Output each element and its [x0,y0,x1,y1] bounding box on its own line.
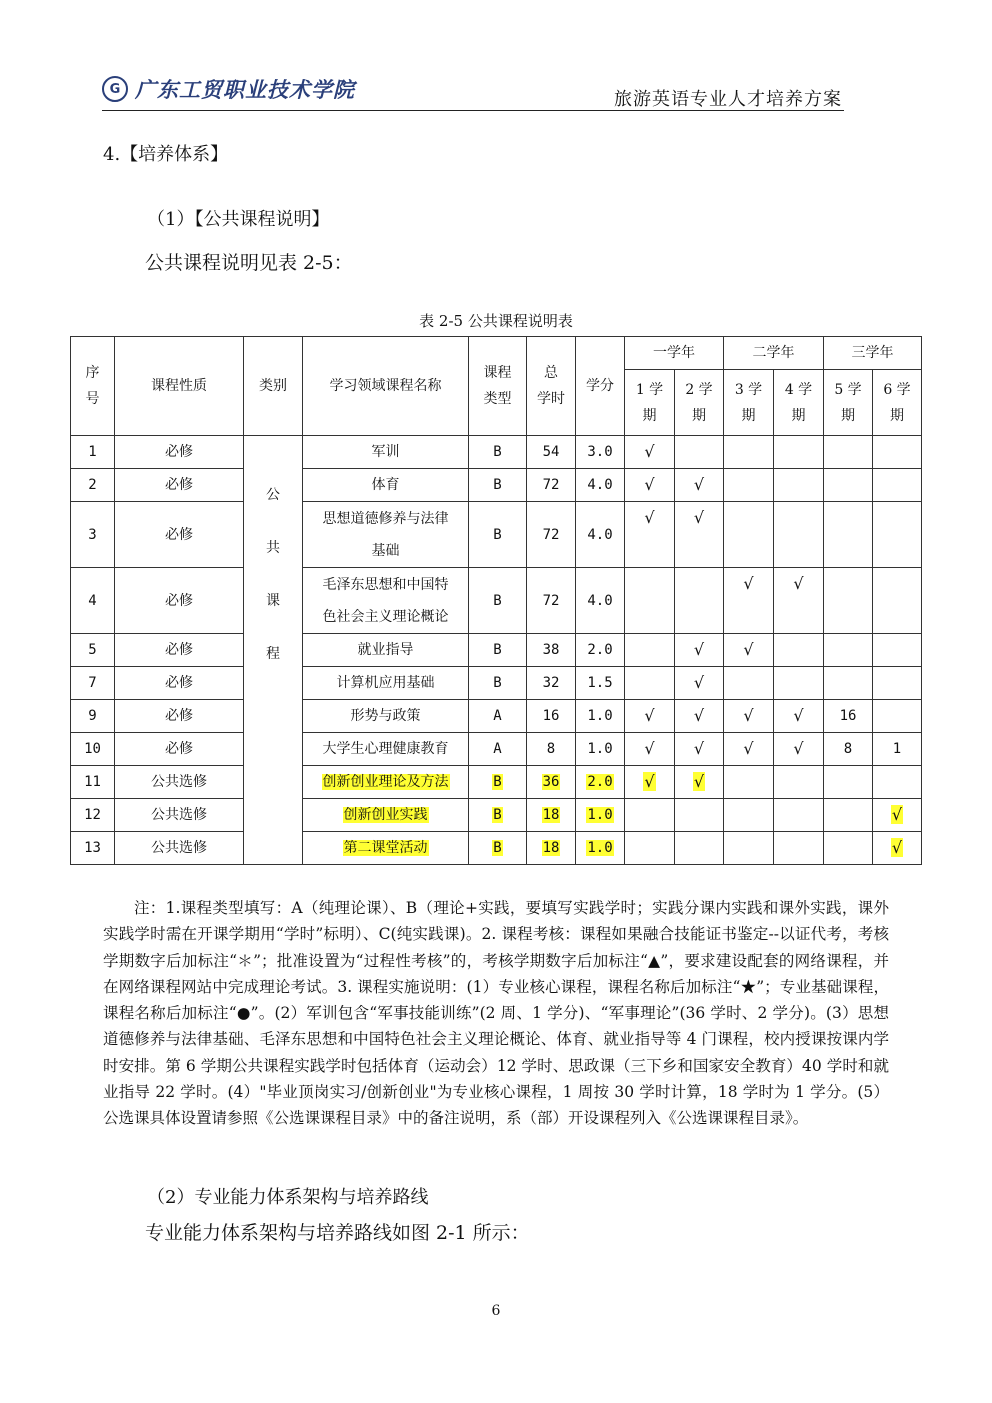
cell-credit-text: 1.0 [587,708,613,724]
cell-hours [527,436,576,469]
cell-nature-text: 必修 [165,592,193,609]
cell-term [675,436,724,469]
cell-nature [115,436,244,469]
table-body [71,436,922,865]
cell-term [675,469,724,502]
cell-hours [527,799,576,832]
cell-term-text: 1 [892,741,902,757]
cell-nature [115,667,244,700]
cell-course-name [303,832,469,865]
cell-credit [576,502,625,568]
cell-type-text: B [493,444,502,460]
header-course-name: 学习领域课程名称 [303,337,469,436]
cell-term-text: √ [644,772,655,791]
cell-term-text: √ [644,442,655,461]
document-title: 旅游英语专业人才培养方案 [614,89,842,110]
cell-term [724,832,774,865]
cell-term [774,634,824,667]
cell-term [724,766,774,799]
cell-type [469,733,527,766]
cell-seq [71,733,115,766]
cell-term-text: √ [644,706,655,725]
cell-credit [576,832,625,865]
cell-term-text: √ [743,574,754,593]
cell-term [625,667,675,700]
cell-nature-text: 公共选修 [151,840,207,856]
header-total-hours: 总 学时 [527,337,576,436]
cell-term [625,502,675,568]
cell-term [724,568,774,634]
cell-term [774,733,824,766]
cell-term-text: √ [644,739,655,758]
cell-term-text: √ [644,508,655,527]
cell-term-text: √ [693,475,705,494]
cell-term [625,568,675,634]
cell-credit-text: 2.0 [587,774,613,790]
cell-type-text: B [493,675,502,691]
cell-course-name [303,436,469,469]
cell-nature-text: 必修 [165,741,193,757]
cell-nature [115,700,244,733]
category-char: 公 [266,487,280,503]
course-name-text: 军训 [371,444,400,460]
cell-hours-text: 18 [542,840,560,856]
cell-term [724,667,774,700]
cell-term-text: √ [743,739,754,758]
cell-seq [71,469,115,502]
cell-term [824,634,873,667]
cell-term [675,667,724,700]
cell-term [774,568,824,634]
cell-hours-text: 8 [546,741,556,757]
cell-seq [71,832,115,865]
course-name-text: 体育 [371,477,400,493]
table-row [71,667,922,700]
table-row [71,436,922,469]
cell-credit [576,469,625,502]
cell-nature-text: 公共选修 [151,774,207,790]
cell-credit-text: 2.0 [587,642,613,658]
cell-nature [115,766,244,799]
cell-term [873,733,922,766]
cell-term [724,469,774,502]
cell-term [873,469,922,502]
cell-term-text: √ [891,805,903,824]
cell-credit-text: 4.0 [587,592,613,609]
table-row [71,766,922,799]
cell-type [469,766,527,799]
cell-term [625,469,675,502]
college-logo [102,72,355,106]
cell-type [469,502,527,568]
course-name-text: 基础 [371,542,400,559]
cell-term [824,568,873,634]
cell-seq [71,634,115,667]
cell-type [469,667,527,700]
cell-nature [115,568,244,634]
cell-seq-text: 1 [88,444,97,460]
college-emblem-icon: G [102,76,128,102]
cell-hours [527,667,576,700]
cell-hours [527,700,576,733]
course-name-text: 创新创业理论及方法 [322,774,449,790]
cell-nature-text: 必修 [165,477,193,493]
header-term: 2 学 期 [675,370,724,436]
header-course-type: 课程 类型 [469,337,527,436]
cell-hours-text: 16 [542,708,560,724]
table-row [71,700,922,733]
cell-course-name [303,733,469,766]
cell-term [774,436,824,469]
cell-type-text: A [493,741,502,757]
cell-term [824,469,873,502]
cell-term-text: √ [693,508,705,527]
table-row [71,733,922,766]
cell-seq-text: 5 [88,642,97,658]
cell-term [675,502,724,568]
cell-seq-text: 9 [88,708,97,724]
cell-credit [576,700,625,733]
cell-credit-text: 4.0 [587,526,613,543]
cell-type [469,469,527,502]
cell-term [625,634,675,667]
cell-term [675,634,724,667]
cell-term [724,502,774,568]
cell-term-text: √ [644,475,655,494]
cell-type-text: A [493,708,502,724]
page-number: 6 [491,1303,501,1319]
section-heading: 4.【培养体系】 [103,144,229,165]
course-name-text: 就业指导 [357,642,414,658]
cell-term [625,700,675,733]
cell-term [774,766,824,799]
cell-type-text: B [493,642,502,658]
cell-seq [71,568,115,634]
cell-term [774,700,824,733]
cell-hours-text: 72 [542,592,560,609]
cell-term-text: √ [743,640,754,659]
cell-term [873,766,922,799]
cell-term [675,700,724,733]
cell-term [873,667,922,700]
cell-term [824,436,873,469]
header-year-2: 二学年 [724,337,824,370]
cell-hours [527,568,576,634]
cell-term [724,799,774,832]
cell-term [824,667,873,700]
cell-term [675,799,724,832]
cell-term [724,436,774,469]
course-name-text: 创新创业实践 [343,807,428,823]
table-row [71,634,922,667]
cell-term-text: √ [793,739,804,758]
category-char: 课 [266,593,280,609]
table-caption: 表 2-5 公共课程说明表 [419,312,573,330]
cell-seq [71,502,115,568]
professional-heading: （2）专业能力体系架构与培养路线 [147,1187,429,1208]
public-course-heading: （1）【公共课程说明】 [147,209,330,230]
cell-hours-text: 32 [542,675,560,691]
cell-type [469,436,527,469]
cell-credit [576,733,625,766]
cell-hours [527,634,576,667]
cell-hours [527,502,576,568]
cell-seq-text: 4 [88,592,97,609]
cell-seq [71,436,115,469]
header-term: 6 学 期 [873,370,922,436]
cell-course-name [303,634,469,667]
cell-nature [115,832,244,865]
cell-term [824,733,873,766]
cell-term [873,436,922,469]
cell-hours [527,469,576,502]
cell-credit [576,766,625,799]
cell-seq-text: 11 [84,774,101,790]
cell-term [675,766,724,799]
cell-term-text: √ [793,706,804,725]
cell-seq-text: 2 [88,477,97,493]
cell-seq [71,799,115,832]
cell-seq [71,700,115,733]
cell-course-name [303,799,469,832]
header-term: 4 学 期 [774,370,824,436]
cell-nature [115,502,244,568]
cell-term [824,766,873,799]
cell-term-text: √ [743,706,754,725]
cell-credit [576,568,625,634]
public-course-table [70,336,922,865]
cell-term [675,568,724,634]
cell-nature-text: 必修 [165,708,193,724]
cell-type-text: B [493,807,502,823]
cell-term [824,700,873,733]
course-name-text: 计算机应用基础 [336,675,435,691]
cell-hours-text: 54 [542,444,560,460]
cell-nature-text: 必修 [165,675,193,691]
cell-term [774,832,824,865]
cell-type-text: B [493,592,502,609]
header-term: 5 学 期 [824,370,873,436]
cell-term-text: √ [693,640,705,659]
cell-type [469,832,527,865]
header-year-1: 一学年 [625,337,724,370]
header-credit: 学分 [576,337,625,436]
cell-nature-text: 必修 [165,642,193,658]
header-category: 类别 [244,337,303,436]
cell-nature [115,469,244,502]
course-name-text: 第二课堂活动 [343,840,428,856]
cell-hours [527,766,576,799]
cell-term [625,832,675,865]
cell-credit-text: 1.0 [587,741,613,757]
cell-term-text: √ [693,706,705,725]
cell-course-name [303,502,469,568]
cell-term [625,799,675,832]
public-course-intro: 公共课程说明见表 2-5： [145,252,353,274]
cell-term-text: √ [891,838,903,857]
cell-credit-text: 1.0 [587,807,613,823]
cell-credit [576,436,625,469]
cell-course-name [303,568,469,634]
header-seq: 序 号 [71,337,115,436]
cell-term [675,733,724,766]
cell-type [469,799,527,832]
cell-type [469,568,527,634]
cell-credit-text: 4.0 [587,477,613,493]
cell-term [873,700,922,733]
cell-term [774,502,824,568]
cell-seq [71,766,115,799]
cell-type [469,634,527,667]
cell-seq-text: 7 [88,675,97,691]
cell-nature-text: 必修 [165,526,193,543]
cell-term [873,502,922,568]
cell-term [625,436,675,469]
category-char: 共 [266,540,280,556]
cell-seq-text: 13 [84,840,101,856]
cell-hours-text: 38 [542,642,560,658]
cell-term-text: √ [793,574,804,593]
cell-credit-text: 1.5 [587,675,613,691]
cell-type-text: B [493,477,502,493]
cell-seq-text: 10 [84,741,101,757]
cell-term [873,832,922,865]
cell-term [824,832,873,865]
header-term: 1 学 期 [625,370,675,436]
cell-term-text: √ [693,673,705,692]
cell-type-text: B [493,840,502,856]
course-name-text: 大学生心理健康教育 [322,741,449,757]
cell-credit-text: 3.0 [587,444,613,460]
cell-term [824,502,873,568]
cell-term [774,799,824,832]
cell-term [625,733,675,766]
category-char: 程 [266,646,280,662]
cell-term [675,832,724,865]
header-term: 3 学 期 [724,370,774,436]
cell-category [244,436,303,865]
cell-term-text: 16 [839,708,857,724]
table-row [71,832,922,865]
table-header [71,337,922,436]
cell-term [774,469,824,502]
header-year-3: 三学年 [824,337,922,370]
table-row [71,502,922,568]
cell-term [824,799,873,832]
cell-type [469,700,527,733]
cell-credit [576,799,625,832]
cell-nature [115,799,244,832]
cell-seq [71,667,115,700]
cell-hours-text: 18 [542,807,560,823]
cell-hours [527,832,576,865]
cell-nature [115,634,244,667]
table-row [71,799,922,832]
course-name-text: 色社会主义理论概论 [322,608,449,625]
table-note: 注：1.课程类型填写：A（纯理论课）、B（理论+实践，要填写实践学时；实践分课内实践和课外实践，课外实践学时需在开课学期用“学时”标明）、C(纯实践课)。2. 课程考核：课程如果融合技能证书鉴定--以证代考，考核学期数字后加标注“＊”；批准设置为“过程性考核”的，考核学期数字后加标注“▲”，要求建设配套的网络课程，并在网络课程网站中完成理论考试。3. 课程实施说明：(1）专业核心课程，课程名称后加标注“★”；专业基础课程，课程名称后加标注“●”。(2）军训包含“军事技能训练”(2 周、1 学分)、“军事理论”(36 学时、2 学分)。(3）思想道德修养与法律基础、毛泽东思想和中国特色社会主义理论概论、体育、就业指导等 4 门课程，校内授课按课内学时安排。第 6 学期公共课程实践学时包括体育（运动会）12 学时、思政课（三下乡和国家安全教育）40 学时和就业指导 22 学时。(4）"毕业顶岗实习/创新创业"为专业核心课程，1 周按 30 学时计算，18 学时为 1 学分。(5）公选课具体设置请参照《公选课课程目录》中的备注说明，系（部）开设课程列入《公选课课程目录》。 [103,899,890,1128]
page-header [102,70,844,111]
cell-term [625,766,675,799]
cell-term [724,700,774,733]
cell-course-name [303,469,469,502]
course-name-text: 形势与政策 [350,708,421,724]
cell-term-text: √ [693,739,705,758]
cell-hours [527,733,576,766]
cell-credit [576,667,625,700]
cell-credit-text: 1.0 [587,840,613,856]
cell-term [724,634,774,667]
cell-credit [576,634,625,667]
cell-type-text: B [493,526,502,543]
cell-course-name [303,766,469,799]
cell-course-name [303,667,469,700]
cell-term [724,733,774,766]
cell-term-text: 8 [843,741,853,757]
course-name-text: 毛泽东思想和中国特 [322,576,449,593]
cell-nature [115,733,244,766]
course-name-text: 思想道德修养与法律 [322,510,449,527]
table-row [71,568,922,634]
cell-type-text: B [493,774,502,790]
cell-hours-text: 36 [542,774,560,790]
cell-course-name [303,700,469,733]
cell-term-text: √ [693,772,705,791]
header-nature: 课程性质 [115,337,244,436]
cell-seq-text: 3 [88,526,97,543]
table-row [71,469,922,502]
college-name: 广东工贸职业技术学院 [135,78,355,102]
cell-term [774,667,824,700]
cell-term [873,634,922,667]
cell-nature-text: 必修 [165,444,193,460]
cell-term [873,799,922,832]
cell-term [873,568,922,634]
cell-hours-text: 72 [542,526,560,543]
cell-nature-text: 公共选修 [151,807,207,823]
cell-seq-text: 12 [84,807,101,823]
cell-hours-text: 72 [542,477,560,493]
professional-intro: 专业能力体系架构与培养路线如图 2-1 所示： [145,1222,530,1244]
